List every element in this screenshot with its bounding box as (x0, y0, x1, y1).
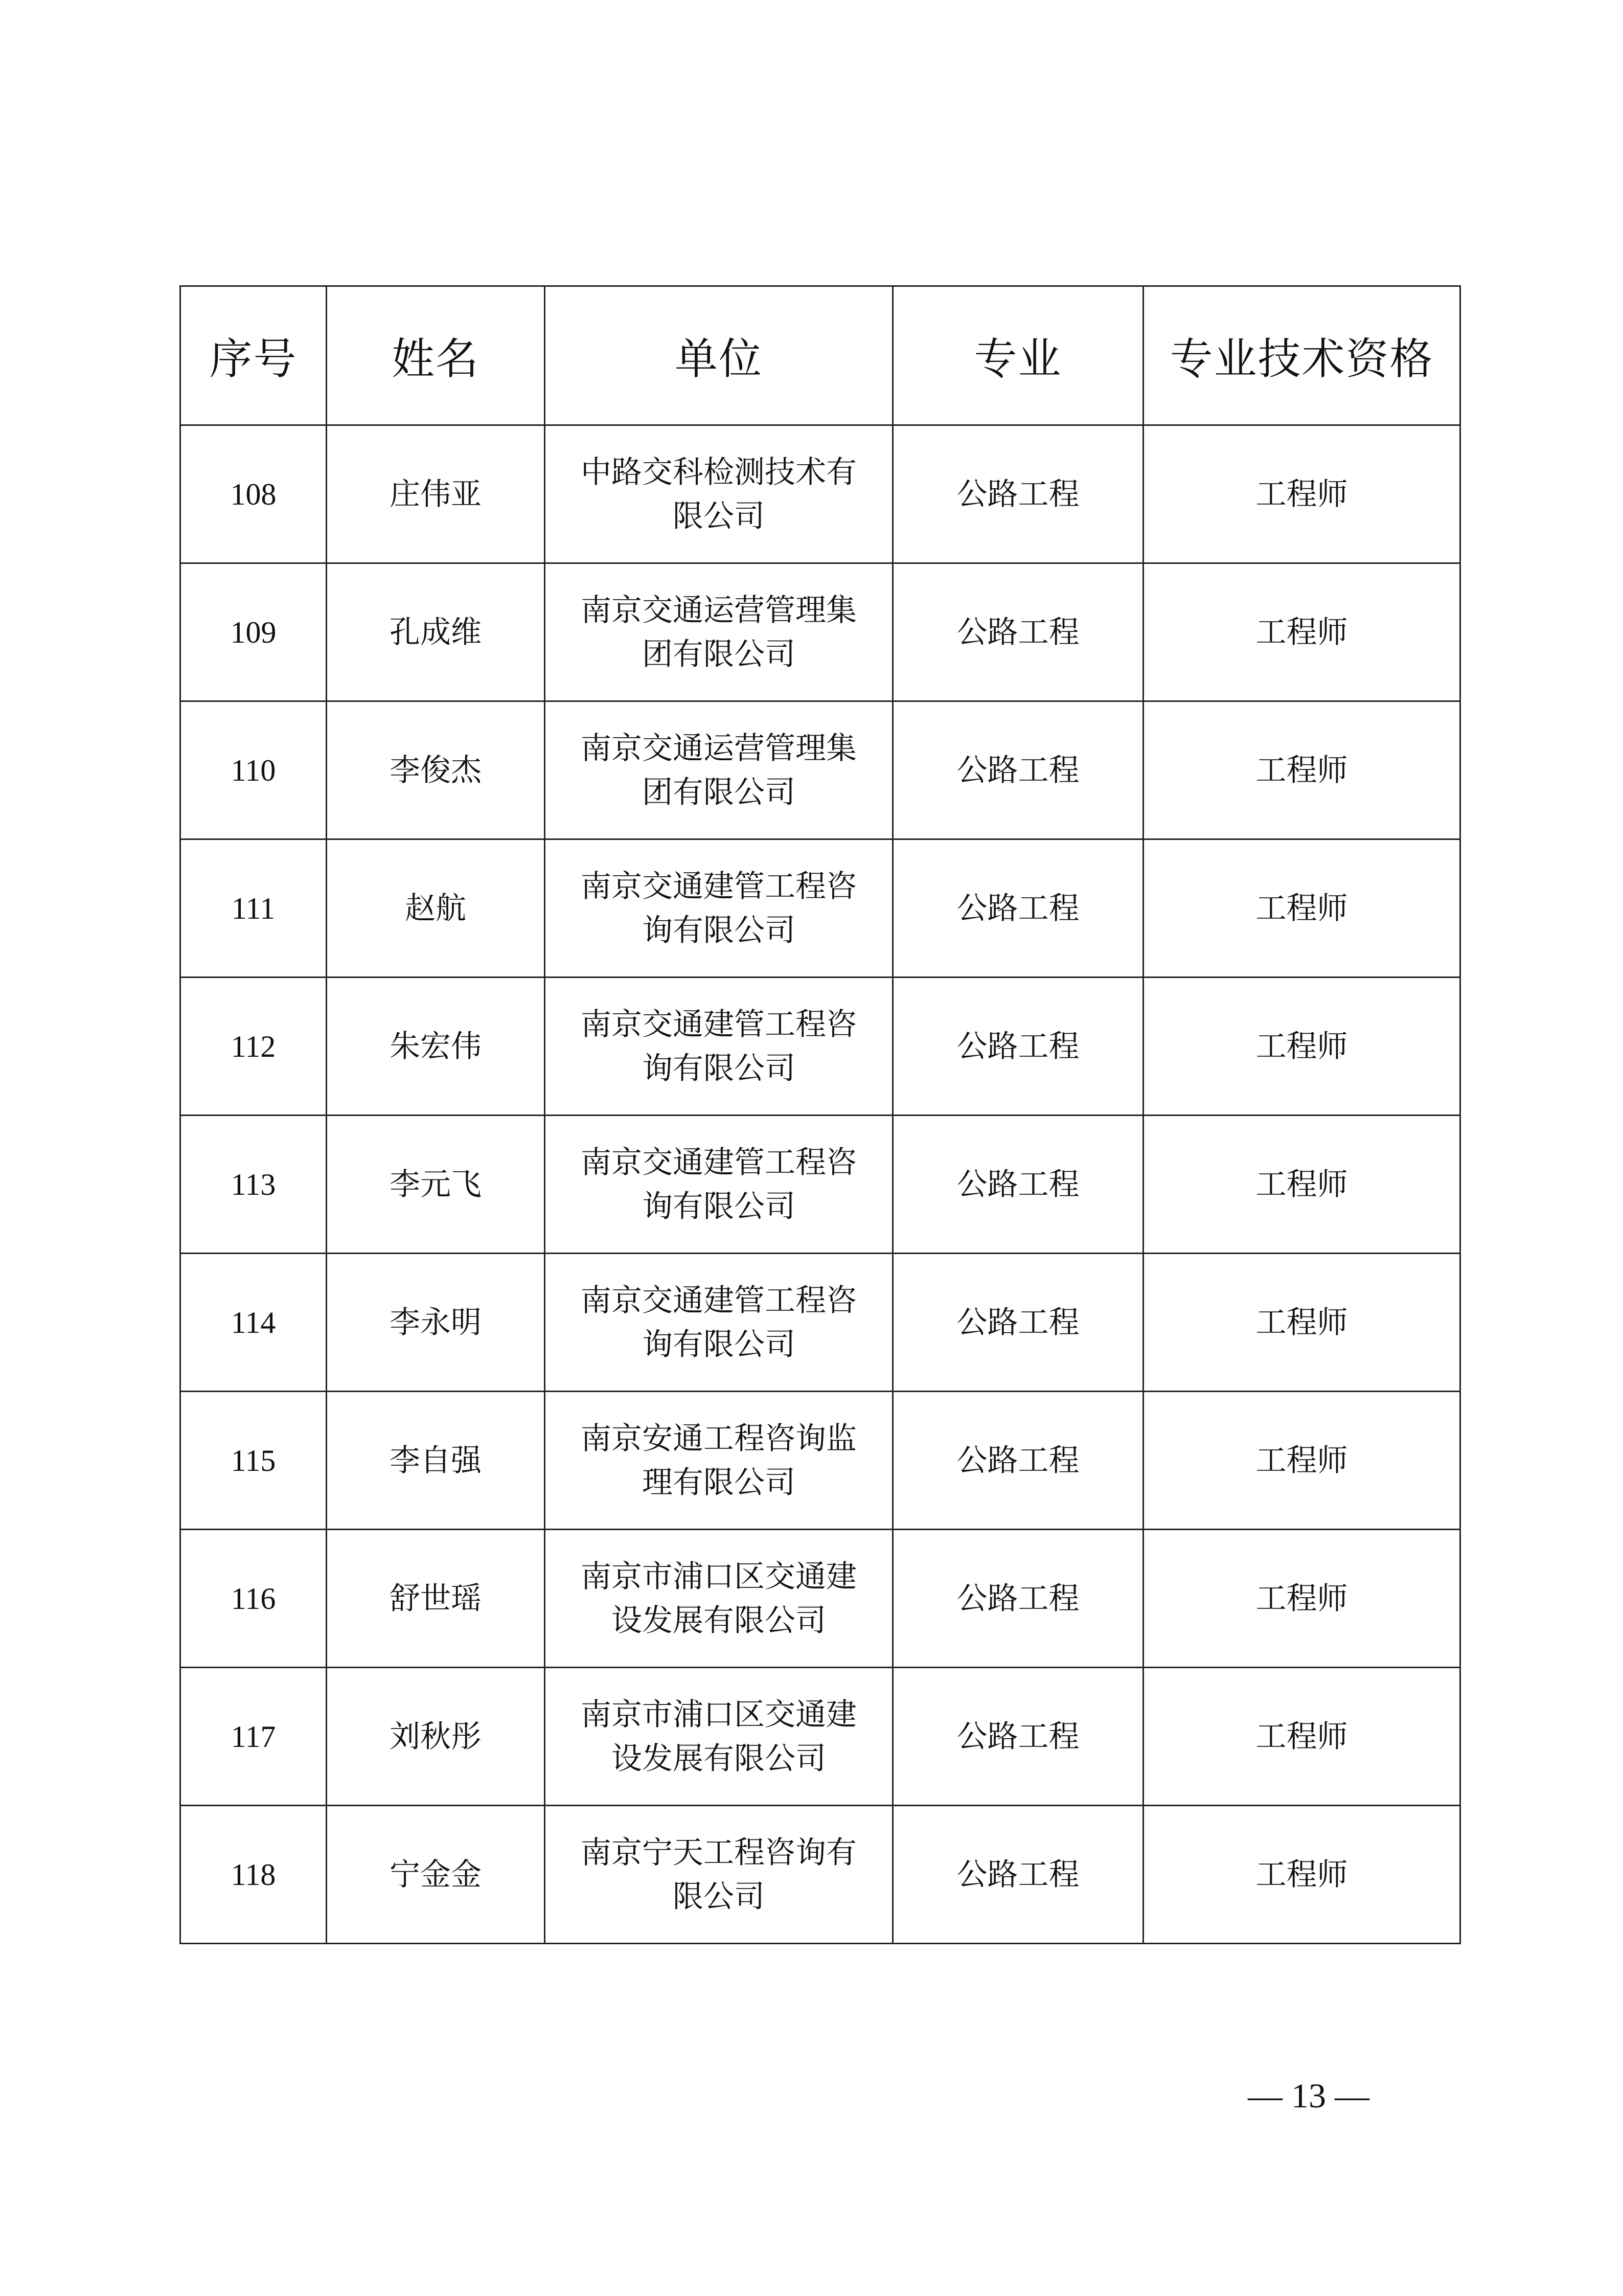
cell-unit (545, 977, 893, 1116)
cell-major: 公路工程 (893, 1668, 1144, 1806)
cell-qualification: 工程师 (1144, 1806, 1460, 1944)
cell-qualification: 工程师 (1144, 563, 1460, 701)
cell-unit-text: 南京市浦口区交通建设发展有限公司 (581, 1696, 857, 1777)
cell-unit (545, 563, 893, 701)
cell-major: 公路工程 (893, 701, 1144, 839)
cell-major: 公路工程 (893, 1254, 1144, 1392)
cell-serial: 116 (180, 1530, 327, 1668)
table-row (180, 563, 1460, 701)
table-row (180, 1254, 1460, 1392)
cell-unit-text: 南京交通运营管理集团有限公司 (581, 730, 857, 810)
cell-major: 公路工程 (893, 839, 1144, 977)
cell-unit-text: 南京交通建管工程咨询有限公司 (581, 1282, 857, 1362)
cell-name: 李元飞 (327, 1116, 545, 1254)
cell-name: 宁金金 (327, 1806, 545, 1944)
roster-table (179, 285, 1461, 1944)
cell-qualification: 工程师 (1144, 701, 1460, 839)
cell-qualification: 工程师 (1144, 425, 1460, 563)
cell-major: 公路工程 (893, 977, 1144, 1116)
table-row (180, 1806, 1460, 1944)
cell-unit (545, 1668, 893, 1806)
cell-name: 赵航 (327, 839, 545, 977)
header-unit: 单位 (545, 286, 893, 425)
cell-serial: 108 (180, 425, 327, 563)
header-row (180, 286, 1460, 425)
table-row (180, 1116, 1460, 1254)
cell-name: 舒世瑶 (327, 1530, 545, 1668)
header-name: 姓名 (327, 286, 545, 425)
cell-qualification: 工程师 (1144, 839, 1460, 977)
cell-name: 孔成维 (327, 563, 545, 701)
table-row (180, 1668, 1460, 1806)
cell-name: 刘秋彤 (327, 1668, 545, 1806)
cell-serial: 117 (180, 1668, 327, 1806)
cell-serial: 109 (180, 563, 327, 701)
cell-unit-text: 南京交通运营管理集团有限公司 (581, 592, 857, 672)
cell-unit-text: 南京宁天工程咨询有限公司 (581, 1834, 857, 1915)
table-row (180, 839, 1460, 977)
cell-qualification: 工程师 (1144, 1254, 1460, 1392)
cell-unit (545, 1116, 893, 1254)
cell-qualification: 工程师 (1144, 1668, 1460, 1806)
cell-qualification: 工程师 (1144, 1530, 1460, 1668)
table-row (180, 425, 1460, 563)
cell-qualification: 工程师 (1144, 1116, 1460, 1254)
cell-unit-text: 南京交通建管工程咨询有限公司 (581, 1006, 857, 1086)
table-row (180, 1392, 1460, 1530)
cell-name: 李永明 (327, 1254, 545, 1392)
cell-unit-text: 南京安通工程咨询监理有限公司 (581, 1420, 857, 1501)
cell-name: 李俊杰 (327, 701, 545, 839)
cell-major: 公路工程 (893, 425, 1144, 563)
cell-serial: 110 (180, 701, 327, 839)
table-row (180, 1530, 1460, 1668)
table-row (180, 701, 1460, 839)
cell-major: 公路工程 (893, 1392, 1144, 1530)
cell-unit-text: 中路交科检测技术有限公司 (581, 454, 857, 534)
cell-unit (545, 425, 893, 563)
cell-unit (545, 1254, 893, 1392)
cell-serial: 114 (180, 1254, 327, 1392)
cell-unit (545, 1806, 893, 1944)
cell-unit-text: 南京市浦口区交通建设发展有限公司 (581, 1558, 857, 1639)
header-major: 专业 (893, 286, 1144, 425)
cell-unit (545, 839, 893, 977)
cell-major: 公路工程 (893, 563, 1144, 701)
cell-major: 公路工程 (893, 1530, 1144, 1668)
cell-unit-text: 南京交通建管工程咨询有限公司 (581, 868, 857, 948)
cell-qualification: 工程师 (1144, 1392, 1460, 1530)
table-row (180, 977, 1460, 1116)
cell-name: 朱宏伟 (327, 977, 545, 1116)
header-serial: 序号 (180, 286, 327, 425)
cell-name: 庄伟亚 (327, 425, 545, 563)
cell-serial: 113 (180, 1116, 327, 1254)
cell-major: 公路工程 (893, 1806, 1144, 1944)
cell-name: 李自强 (327, 1392, 545, 1530)
cell-unit (545, 701, 893, 839)
cell-unit (545, 1392, 893, 1530)
cell-qualification: 工程师 (1144, 977, 1460, 1116)
cell-major: 公路工程 (893, 1116, 1144, 1254)
cell-serial: 118 (180, 1806, 327, 1944)
header-qualification: 专业技术资格 (1144, 286, 1460, 425)
cell-serial: 115 (180, 1392, 327, 1530)
cell-serial: 111 (180, 839, 327, 977)
cell-unit-text: 南京交通建管工程咨询有限公司 (581, 1144, 857, 1224)
cell-unit (545, 1530, 893, 1668)
cell-serial: 112 (180, 977, 327, 1116)
page-number: — 13 — (1248, 2076, 1369, 2115)
